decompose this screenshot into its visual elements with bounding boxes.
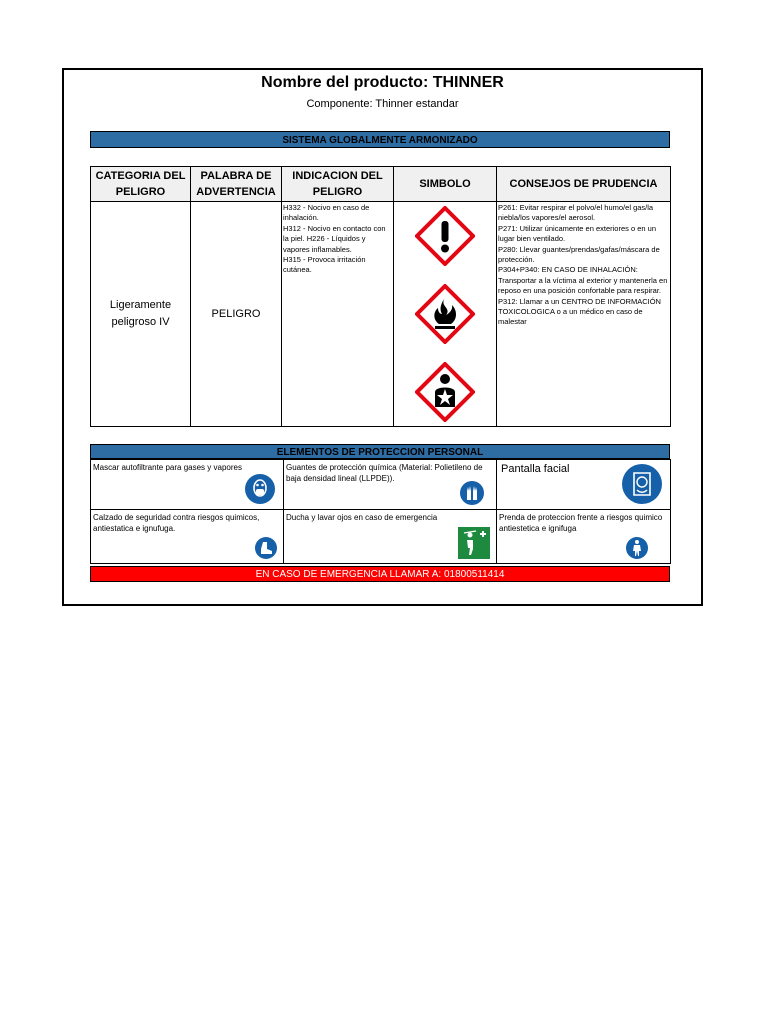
ghs-section-header: SISTEMA GLOBALMENTE ARMONIZADO bbox=[90, 131, 670, 148]
hazard-category: Ligeramente peligroso IV bbox=[109, 299, 172, 328]
precautionary-statement: P271: Utilizar únicamente en exteriores o en un lugar bien ventilado. bbox=[498, 223, 657, 244]
ppe-label: Prenda de proteccion frente a riesgos quimico antiestetica e ignifuga bbox=[499, 513, 663, 533]
column-header-category: CATEGORIA DEL PELIGRO bbox=[91, 167, 191, 202]
ppe-item-emergency-shower bbox=[284, 510, 497, 564]
emergency-shower-icon bbox=[458, 527, 490, 559]
hazard-statement: H315 - Provoca irritación cutánea. bbox=[283, 255, 366, 275]
respirator-icon bbox=[245, 474, 275, 504]
ppe-item-face-shield bbox=[497, 460, 671, 510]
coverall-icon bbox=[626, 537, 648, 559]
ppe-item-coverall bbox=[497, 510, 671, 564]
boot-icon bbox=[255, 537, 277, 559]
ppe-item-boots bbox=[91, 510, 284, 564]
hazard-statement: H312 - Nocivo en contacto con la piel. H226 - Líquidos y vapores inflamables. bbox=[283, 223, 386, 254]
column-header-hazard-statement: INDICACION DEL PELIGRO bbox=[282, 167, 394, 202]
gloves-icon bbox=[460, 481, 484, 505]
precautionary-statement: P261: Evitar respirar el polvo/el humo/el gas/la niebla/los vapores/el aerosol. bbox=[498, 203, 654, 223]
hazard-statement: H332 - Nocivo en caso de inhalación. bbox=[283, 203, 370, 223]
ppe-label: Calzado de seguridad contra riesgos quimicos, antiestatica e ignufuga. bbox=[93, 513, 260, 533]
ppe-table bbox=[90, 459, 671, 564]
precautionary-statement: P312: Llamar a un CENTRO DE INFORMACIÓN TOXICOLOGICA o a un médico en caso de malestar bbox=[498, 296, 661, 327]
ppe-section-header: ELEMENTOS DE PROTECCION PERSONAL bbox=[90, 444, 670, 459]
flame-pictogram-icon bbox=[415, 284, 475, 344]
ppe-label: Mascar autofiltrante para gases y vapores bbox=[93, 463, 242, 472]
exclamation-pictogram-icon bbox=[415, 206, 475, 266]
face-shield-icon bbox=[622, 464, 662, 504]
product-title: Nombre del producto: THINNER bbox=[261, 74, 504, 91]
ppe-item-gloves bbox=[284, 460, 497, 510]
ghs-table bbox=[90, 166, 671, 427]
ppe-label: Ducha y lavar ojos en caso de emergencia bbox=[286, 513, 438, 522]
column-header-signal-word: PALABRA DE ADVERTENCIA bbox=[191, 167, 282, 202]
ppe-label: Guantes de protección química (Material: Polietileno de baja densidad lineal (LLPDE)). bbox=[286, 463, 483, 483]
emergency-contact-banner: EN CASO DE EMERGENCIA LLAMAR A: 01800511414 bbox=[90, 566, 670, 582]
precautionary-statement: P280: Llevar guantes/prendas/gafas/máscara de protección. bbox=[498, 244, 660, 265]
precautionary-statements bbox=[497, 202, 670, 329]
column-header-symbol: SIMBOLO bbox=[394, 167, 497, 202]
column-header-precautionary-advice: CONSEJOS DE PRUDENCIA bbox=[497, 167, 671, 202]
ghs-symbols bbox=[394, 202, 496, 426]
component-subtitle: Componente: Thinner estandar bbox=[306, 98, 459, 110]
hazard-statements bbox=[282, 202, 393, 277]
precautionary-statement: P304+P340: EN CASO DE INHALACIÓN: Transportar a la víctima al exterior y mantenerla en reposo en una posición confortable para respirar. bbox=[498, 265, 668, 296]
safety-label-card bbox=[62, 68, 703, 606]
ppe-label: Pantalla facial bbox=[501, 463, 570, 475]
ppe-item-respirator bbox=[91, 460, 284, 510]
health-hazard-pictogram-icon bbox=[415, 362, 475, 422]
signal-word: PELIGRO bbox=[211, 307, 261, 320]
